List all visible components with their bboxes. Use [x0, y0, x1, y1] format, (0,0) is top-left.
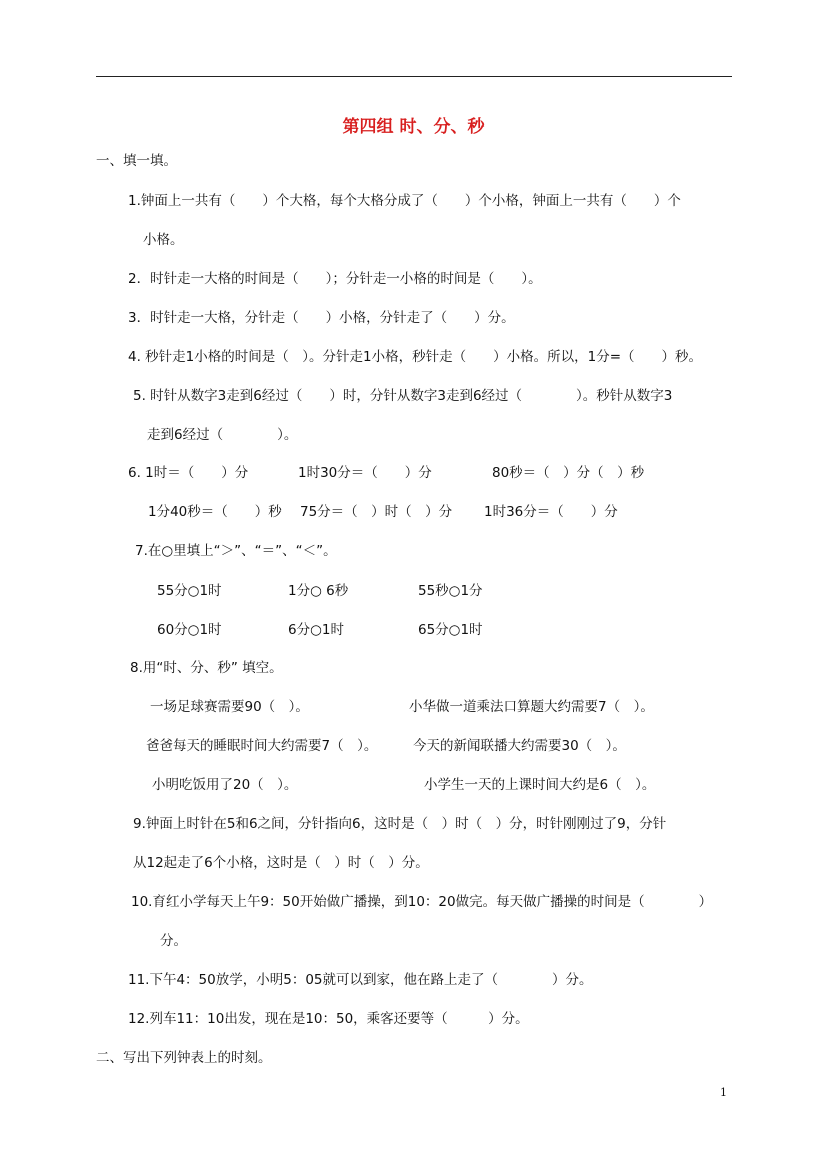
question-7-item-1: 55分○1时: [157, 583, 222, 599]
question-7-item-4: 60分○1时: [157, 622, 222, 638]
question-5-line-2: 走到6经过（ ）。: [147, 427, 298, 443]
question-7-item-3: 55秒○1分: [418, 583, 483, 599]
question-6-item-6: 1时36分＝（ ）分: [484, 504, 618, 520]
question-6-item-1: 6. 1时＝（ ）分: [128, 465, 249, 481]
question-8-item-2: 小华做一道乘法口算题大约需要7（ ）。: [409, 699, 654, 715]
question-7-item-5: 6分○1时: [288, 622, 344, 638]
question-10-line-1: 10.育红小学每天上午9：50开始做广播操，到10：20做完。每天做广播操的时间是（ ）: [131, 894, 713, 910]
question-8-item-3: 爸爸每天的睡眠时间大约需要7（ ）。: [146, 738, 378, 754]
question-11: 11.下午4：50放学，小明5：05就可以到家，他在路上走了（ ）分。: [128, 972, 593, 988]
question-6-item-2: 1时30分＝（ ）分: [298, 465, 432, 481]
question-9-line-1: 9.钟面上时针在5和6之间，分针指向6，这时是（ ）时（ ）分，时针刚刚过了9，分针: [133, 816, 667, 832]
question-4: 4. 秒针走1小格的时间是（ ）。分针走1小格，秒针走（ ）小格。所以，1分=（ ）秒。: [128, 349, 702, 365]
question-5-line-1: 5. 时针从数字3走到6经过（ ）时，分针从数字3走到6经过（ ）。秒针从数字3: [133, 388, 673, 404]
question-8-item-4: 今天的新闻联播大约需要30（ ）。: [413, 738, 626, 754]
question-1-line-2: 小格。: [143, 232, 184, 248]
question-6-item-3: 80秒＝（ ）分（ ）秒: [492, 465, 645, 481]
question-1-line-1: 1.钟面上一共有（ ）个大格，每个大格分成了（ ）个小格，钟面上一共有（ ）个: [128, 193, 681, 209]
question-6-item-5: 75分＝（ ）时（ ）分: [300, 504, 453, 520]
question-2: 2．时针走一大格的时间是（ ）；分针走一小格的时间是（ ）。: [128, 271, 542, 287]
question-8-item-5: 小明吃饭用了20（ ）。: [152, 777, 298, 793]
section-1-heading: 一、填一填。: [96, 153, 177, 169]
question-7-item-2: 1分○ 6秒: [288, 583, 349, 599]
question-9-line-2: 从12起走了6个小格，这时是（ ）时（ ）分。: [133, 855, 429, 871]
question-6-item-4: 1分40秒＝（ ）秒: [148, 504, 282, 520]
question-10-line-2: 分。: [160, 933, 187, 949]
question-7-item-6: 65分○1时: [418, 622, 483, 638]
section-2-heading: 二、写出下列钟表上的时刻。: [96, 1050, 272, 1066]
question-3: 3．时针走一大格，分针走（ ）小格，分针走了（ ）分。: [128, 310, 515, 326]
question-7: 7.在○里填上“＞”、“＝”、“＜”。: [135, 543, 337, 559]
question-12: 12.列车11：10出发，现在是10：50，乘客还要等（ ）分。: [128, 1011, 529, 1027]
question-8: 8.用“时、分、秒” 填空。: [130, 660, 283, 676]
question-8-item-6: 小学生一天的上课时间大约是6（ ）。: [424, 777, 656, 793]
header-rule: [96, 76, 732, 77]
question-8-item-1: 一场足球赛需要90（ ）。: [150, 699, 309, 715]
page-title: 第四组 时、分、秒: [342, 117, 485, 137]
page-number: 1: [720, 1086, 727, 1099]
